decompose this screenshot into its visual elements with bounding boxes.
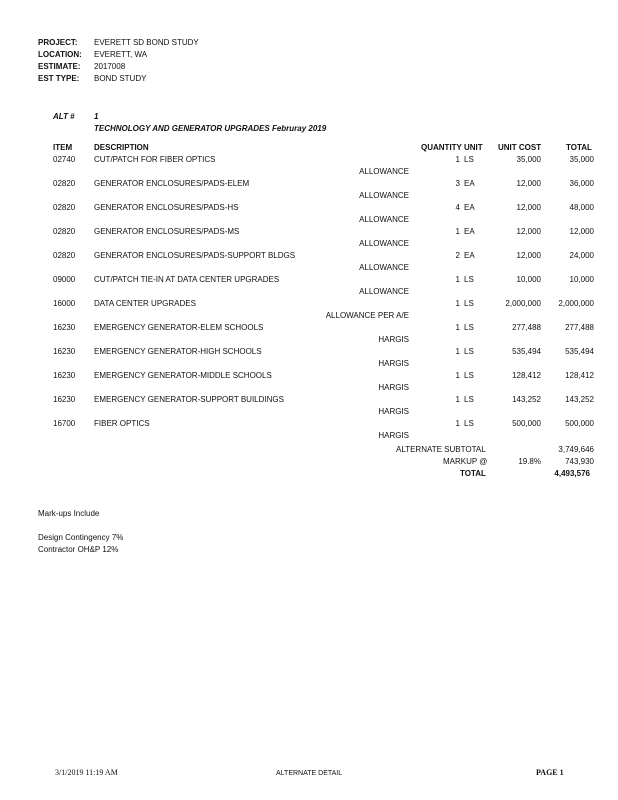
row-description: GENERATOR ENCLOSURES/PADS-SUPPORT BLDGS bbox=[94, 251, 296, 260]
markup-value: 743,930 bbox=[565, 457, 594, 466]
row-description: EMERGENCY GENERATOR-HIGH SCHOOLS bbox=[94, 347, 262, 356]
row-unit: LS bbox=[464, 155, 474, 164]
col-quantity: QUANTITY bbox=[421, 143, 462, 152]
location-label: LOCATION: bbox=[38, 50, 82, 59]
row-description: GENERATOR ENCLOSURES/PADS-HS bbox=[94, 203, 239, 212]
row-total: 24,000 bbox=[569, 251, 594, 260]
row-item: 16230 bbox=[53, 347, 76, 356]
row-item: 16230 bbox=[53, 395, 76, 404]
row-quantity: 1 bbox=[455, 347, 460, 356]
row-quantity: 1 bbox=[455, 419, 460, 428]
row-unit-cost: 35,000 bbox=[516, 155, 541, 164]
project-label: PROJECT: bbox=[38, 38, 78, 47]
row-unit-cost: 2,000,000 bbox=[505, 299, 541, 308]
row-quantity: 1 bbox=[455, 155, 460, 164]
row-unit: LS bbox=[464, 323, 474, 332]
col-unit: UNIT bbox=[464, 143, 483, 152]
alt-title: TECHNOLOGY AND GENERATOR UPGRADES Februray 2019 bbox=[94, 124, 327, 133]
row-description: EMERGENCY GENERATOR-ELEM SCHOOLS bbox=[94, 323, 264, 332]
subtotal-value: 3,749,646 bbox=[558, 445, 594, 454]
row-note: ALLOWANCE bbox=[359, 287, 409, 296]
row-total: 35,000 bbox=[569, 155, 594, 164]
subtotal-label: ALTERNATE SUBTOTAL bbox=[396, 445, 486, 454]
row-unit: LS bbox=[464, 347, 474, 356]
row-note: ALLOWANCE bbox=[359, 167, 409, 176]
row-quantity: 1 bbox=[455, 371, 460, 380]
row-item: 16230 bbox=[53, 371, 76, 380]
row-unit: LS bbox=[464, 395, 474, 404]
row-description: DATA CENTER UPGRADES bbox=[94, 299, 196, 308]
row-total: 128,412 bbox=[565, 371, 594, 380]
col-unit-cost: UNIT COST bbox=[498, 143, 542, 152]
est-type-value: BOND STUDY bbox=[94, 74, 147, 83]
row-unit: EA bbox=[464, 179, 475, 188]
row-unit: LS bbox=[464, 299, 474, 308]
row-description: GENERATOR ENCLOSURES/PADS-MS bbox=[94, 227, 240, 236]
row-unit-cost: 535,494 bbox=[512, 347, 541, 356]
row-description: GENERATOR ENCLOSURES/PADS-ELEM bbox=[94, 179, 250, 188]
markup-line: Contractor OH&P 12% bbox=[38, 545, 119, 554]
markup-line: Design Contingency 7% bbox=[38, 533, 123, 542]
row-quantity: 4 bbox=[455, 203, 460, 212]
row-total: 143,252 bbox=[565, 395, 594, 404]
row-total: 535,494 bbox=[565, 347, 594, 356]
row-quantity: 3 bbox=[455, 179, 460, 188]
footer-center: ALTERNATE DETAIL bbox=[276, 770, 343, 777]
location-value: EVERETT, WA bbox=[94, 50, 148, 59]
row-quantity: 1 bbox=[455, 395, 460, 404]
col-total: TOTAL bbox=[566, 143, 592, 152]
row-unit-cost: 12,000 bbox=[516, 251, 541, 260]
row-unit: LS bbox=[464, 371, 474, 380]
total-label: TOTAL bbox=[460, 469, 486, 478]
row-item: 02820 bbox=[53, 227, 76, 236]
row-unit: EA bbox=[464, 203, 475, 212]
row-quantity: 1 bbox=[455, 299, 460, 308]
col-item: ITEM bbox=[53, 143, 73, 152]
row-item: 09000 bbox=[53, 275, 76, 284]
row-item: 02820 bbox=[53, 251, 76, 260]
row-unit: LS bbox=[464, 419, 474, 428]
row-item: 16700 bbox=[53, 419, 76, 428]
row-total: 48,000 bbox=[569, 203, 594, 212]
row-unit-cost: 10,000 bbox=[516, 275, 541, 284]
row-item: 02820 bbox=[53, 203, 76, 212]
row-unit: LS bbox=[464, 275, 474, 284]
row-quantity: 1 bbox=[455, 227, 460, 236]
row-unit-cost: 128,412 bbox=[512, 371, 541, 380]
row-total: 36,000 bbox=[569, 179, 594, 188]
row-item: 02740 bbox=[53, 155, 76, 164]
row-unit: EA bbox=[464, 227, 475, 236]
row-description: FIBER OPTICS bbox=[94, 419, 150, 428]
row-item: 16000 bbox=[53, 299, 76, 308]
estimate-value: 2017008 bbox=[94, 62, 126, 71]
alt-label: ALT # bbox=[53, 112, 75, 121]
row-unit: EA bbox=[464, 251, 475, 260]
row-description: CUT/PATCH TIE-IN AT DATA CENTER UPGRADES bbox=[94, 275, 280, 284]
footer-datetime: 3/1/2019 11:19 AM bbox=[55, 768, 118, 777]
alt-number: 1 bbox=[94, 112, 99, 121]
row-description: EMERGENCY GENERATOR-SUPPORT BUILDINGS bbox=[94, 395, 284, 404]
markups-heading: Mark-ups Include bbox=[38, 509, 100, 518]
row-total: 500,000 bbox=[565, 419, 594, 428]
project-value: EVERETT SD BOND STUDY bbox=[94, 38, 199, 47]
row-note: HARGIS bbox=[378, 359, 409, 368]
row-quantity: 1 bbox=[455, 275, 460, 284]
row-note: HARGIS bbox=[378, 407, 409, 416]
row-total: 2,000,000 bbox=[558, 299, 594, 308]
row-total: 277,488 bbox=[565, 323, 594, 332]
row-item: 16230 bbox=[53, 323, 76, 332]
row-note: ALLOWANCE PER A/E bbox=[325, 311, 409, 320]
est-type-label: EST TYPE: bbox=[38, 74, 80, 83]
row-unit-cost: 12,000 bbox=[516, 179, 541, 188]
row-description: EMERGENCY GENERATOR-MIDDLE SCHOOLS bbox=[94, 371, 272, 380]
row-unit-cost: 143,252 bbox=[512, 395, 541, 404]
row-quantity: 1 bbox=[455, 323, 460, 332]
row-note: HARGIS bbox=[378, 383, 409, 392]
row-quantity: 2 bbox=[455, 251, 460, 260]
row-note: ALLOWANCE bbox=[359, 239, 409, 248]
footer-page: PAGE 1 bbox=[536, 768, 564, 777]
markup-pct: 19.8% bbox=[518, 457, 541, 466]
row-unit-cost: 500,000 bbox=[512, 419, 541, 428]
estimate-label: ESTIMATE: bbox=[38, 62, 81, 71]
row-note: ALLOWANCE bbox=[359, 191, 409, 200]
col-description: DESCRIPTION bbox=[94, 143, 149, 152]
row-note: HARGIS bbox=[378, 335, 409, 344]
row-unit-cost: 12,000 bbox=[516, 203, 541, 212]
markup-label: MARKUP @ bbox=[443, 457, 488, 466]
row-note: HARGIS bbox=[378, 431, 409, 440]
row-total: 10,000 bbox=[569, 275, 594, 284]
row-note: ALLOWANCE bbox=[359, 215, 409, 224]
row-total: 12,000 bbox=[569, 227, 594, 236]
row-unit-cost: 277,488 bbox=[512, 323, 541, 332]
row-unit-cost: 12,000 bbox=[516, 227, 541, 236]
row-item: 02820 bbox=[53, 179, 76, 188]
total-value: 4,493,576 bbox=[554, 469, 590, 478]
row-note: ALLOWANCE bbox=[359, 263, 409, 272]
row-description: CUT/PATCH FOR FIBER OPTICS bbox=[94, 155, 216, 164]
